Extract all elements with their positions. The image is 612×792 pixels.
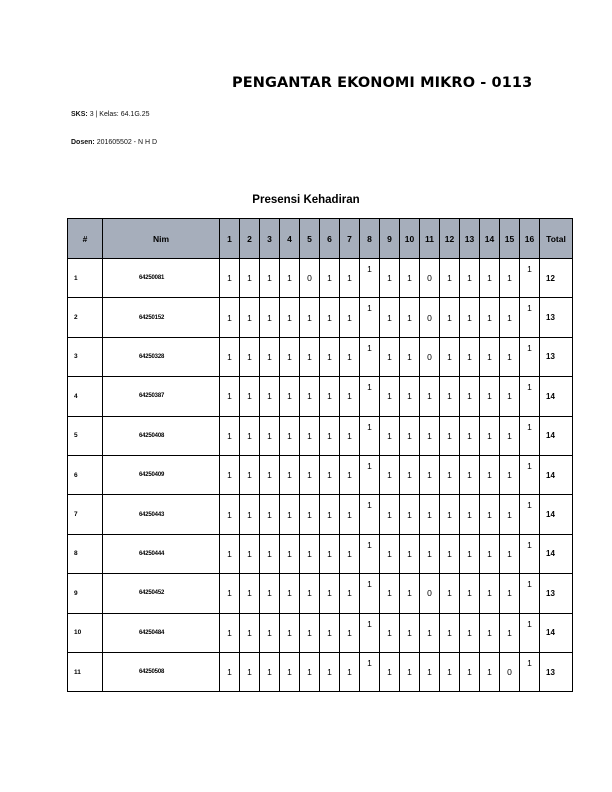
column-header: Total: [540, 219, 573, 259]
attendance-cell: 1: [440, 574, 460, 613]
student-nim: 64250444: [103, 534, 220, 573]
attendance-cell: 1: [360, 337, 380, 376]
attendance-cell: 1: [380, 534, 400, 573]
column-header: 16: [520, 219, 540, 259]
attendance-cell: 1: [280, 613, 300, 652]
attendance-cell: 1: [460, 495, 480, 534]
attendance-cell: 1: [520, 652, 540, 691]
attendance-cell: 1: [260, 613, 280, 652]
attendance-cell: 1: [440, 455, 460, 494]
attendance-cell: 1: [320, 455, 340, 494]
attendance-cell: 1: [460, 534, 480, 573]
attendance-cell: 1: [520, 574, 540, 613]
attendance-cell: 1: [380, 298, 400, 337]
attendance-cell: 1: [440, 337, 460, 376]
column-header: Nim: [103, 219, 220, 259]
lecturer-value: 201605502 - N H D: [96, 139, 158, 146]
attendance-cell: 1: [460, 455, 480, 494]
attendance-cell: 1: [520, 455, 540, 494]
attendance-cell: 1: [300, 574, 320, 613]
table-row: [68, 416, 573, 455]
attendance-cell: 1: [340, 259, 360, 298]
attendance-cell: 1: [360, 574, 380, 613]
attendance-cell: 1: [400, 416, 420, 455]
attendance-cell: 1: [500, 455, 520, 494]
attendance-cell: 1: [360, 298, 380, 337]
attendance-total: 14: [540, 455, 573, 494]
attendance-cell: 1: [500, 613, 520, 652]
attendance-cell: 1: [380, 377, 400, 416]
table-row: [68, 377, 573, 416]
attendance-cell: 1: [480, 337, 500, 376]
attendance-cell: 1: [400, 652, 420, 691]
attendance-cell: 1: [480, 652, 500, 691]
column-header: 1: [220, 219, 240, 259]
attendance-cell: 1: [340, 495, 360, 534]
attendance-cell: 1: [520, 259, 540, 298]
attendance-cell: 1: [300, 495, 320, 534]
attendance-cell: 1: [260, 652, 280, 691]
sks-label: SKS:: [71, 111, 88, 118]
attendance-cell: 1: [380, 495, 400, 534]
attendance-cell: 0: [300, 259, 320, 298]
attendance-cell: 1: [320, 495, 340, 534]
student-nim: 64250484: [103, 613, 220, 652]
attendance-cell: 1: [360, 534, 380, 573]
attendance-cell: 1: [340, 377, 360, 416]
attendance-cell: 1: [380, 416, 400, 455]
course-title: PENGANTAR EKONOMI MIKRO - 0113: [232, 75, 533, 91]
attendance-cell: 1: [500, 337, 520, 376]
attendance-cell: 1: [220, 652, 240, 691]
table-row: [68, 259, 573, 298]
attendance-cell: 1: [280, 416, 300, 455]
attendance-cell: 1: [340, 455, 360, 494]
attendance-cell: 1: [500, 495, 520, 534]
row-number: 11: [68, 652, 103, 691]
row-number: 5: [68, 416, 103, 455]
attendance-cell: 1: [400, 534, 420, 573]
attendance-cell: 1: [280, 337, 300, 376]
attendance-cell: 1: [460, 259, 480, 298]
row-number: 3: [68, 337, 103, 376]
attendance-cell: 1: [320, 337, 340, 376]
attendance-cell: 1: [480, 377, 500, 416]
attendance-cell: 1: [360, 455, 380, 494]
attendance-cell: 1: [500, 534, 520, 573]
attendance-cell: 1: [320, 298, 340, 337]
row-number: 1: [68, 259, 103, 298]
attendance-cell: 1: [480, 495, 500, 534]
header-row: [68, 219, 573, 259]
table-row: [68, 574, 573, 613]
attendance-cell: 1: [400, 574, 420, 613]
attendance-cell: 1: [340, 534, 360, 573]
attendance-cell: 1: [260, 455, 280, 494]
attendance-cell: 1: [360, 377, 380, 416]
attendance-cell: 1: [280, 455, 300, 494]
attendance-cell: 1: [520, 298, 540, 337]
attendance-total: 14: [540, 534, 573, 573]
attendance-cell: 1: [340, 298, 360, 337]
attendance-cell: 1: [440, 377, 460, 416]
attendance-cell: 1: [460, 652, 480, 691]
attendance-cell: 1: [220, 495, 240, 534]
attendance-cell: 1: [460, 377, 480, 416]
attendance-cell: 1: [480, 534, 500, 573]
attendance-cell: 1: [280, 495, 300, 534]
row-number: 9: [68, 574, 103, 613]
lecturer-info: [71, 139, 157, 146]
attendance-table: [67, 218, 573, 692]
attendance-cell: 1: [520, 495, 540, 534]
attendance-cell: 1: [440, 298, 460, 337]
attendance-cell: 1: [220, 613, 240, 652]
attendance-cell: 1: [380, 337, 400, 376]
table-row: [68, 534, 573, 573]
attendance-cell: 1: [500, 259, 520, 298]
attendance-cell: 1: [220, 298, 240, 337]
row-number: 6: [68, 455, 103, 494]
attendance-total: 13: [540, 574, 573, 613]
attendance-cell: 1: [320, 613, 340, 652]
attendance-cell: 1: [340, 416, 360, 455]
attendance-cell: 1: [480, 259, 500, 298]
sks-class-value: 3 | Kelas: 64.1G.25: [89, 111, 150, 118]
attendance-cell: 1: [420, 455, 440, 494]
column-header: 5: [300, 219, 320, 259]
attendance-cell: 1: [300, 613, 320, 652]
table-header: [68, 219, 573, 259]
attendance-cell: 1: [240, 652, 260, 691]
attendance-cell: 1: [520, 613, 540, 652]
attendance-cell: 1: [260, 416, 280, 455]
attendance-cell: 1: [280, 298, 300, 337]
attendance-total: 13: [540, 337, 573, 376]
attendance-cell: 1: [440, 613, 460, 652]
attendance-cell: 0: [420, 574, 440, 613]
attendance-cell: 1: [240, 495, 260, 534]
attendance-cell: 1: [240, 613, 260, 652]
table-row: [68, 613, 573, 652]
attendance-cell: 1: [260, 495, 280, 534]
attendance-cell: 1: [220, 337, 240, 376]
attendance-cell: 1: [280, 652, 300, 691]
attendance-cell: 1: [520, 534, 540, 573]
column-header: 6: [320, 219, 340, 259]
attendance-total: 12: [540, 259, 573, 298]
attendance-cell: 1: [300, 416, 320, 455]
attendance-total: 14: [540, 495, 573, 534]
attendance-cell: 1: [280, 574, 300, 613]
attendance-cell: 1: [480, 455, 500, 494]
column-header: 3: [260, 219, 280, 259]
attendance-cell: 1: [420, 652, 440, 691]
attendance-cell: 1: [320, 652, 340, 691]
attendance-cell: 1: [380, 455, 400, 494]
attendance-cell: 1: [220, 574, 240, 613]
attendance-cell: 1: [360, 416, 380, 455]
student-nim: 64250508: [103, 652, 220, 691]
attendance-cell: 1: [500, 574, 520, 613]
attendance-total: 13: [540, 652, 573, 691]
table-row: [68, 337, 573, 376]
student-nim: 64250152: [103, 298, 220, 337]
attendance-cell: 1: [240, 259, 260, 298]
attendance-cell: 1: [360, 652, 380, 691]
attendance-cell: 1: [300, 534, 320, 573]
student-nim: 64250409: [103, 455, 220, 494]
attendance-cell: 1: [220, 416, 240, 455]
attendance-cell: 1: [320, 259, 340, 298]
attendance-cell: 1: [220, 377, 240, 416]
attendance-cell: 0: [420, 259, 440, 298]
attendance-cell: 1: [440, 259, 460, 298]
attendance-cell: 1: [240, 298, 260, 337]
attendance-cell: 1: [280, 534, 300, 573]
student-nim: 64250328: [103, 337, 220, 376]
column-header: 14: [480, 219, 500, 259]
column-header: 15: [500, 219, 520, 259]
attendance-cell: 1: [420, 495, 440, 534]
attendance-cell: 1: [220, 259, 240, 298]
attendance-cell: 1: [400, 259, 420, 298]
attendance-cell: 1: [360, 259, 380, 298]
attendance-total: 13: [540, 298, 573, 337]
attendance-cell: 1: [400, 613, 420, 652]
attendance-cell: 1: [300, 652, 320, 691]
attendance-cell: 1: [380, 613, 400, 652]
attendance-cell: 1: [220, 455, 240, 494]
student-nim: 64250081: [103, 259, 220, 298]
row-number: 8: [68, 534, 103, 573]
attendance-cell: 1: [420, 377, 440, 416]
attendance-cell: 1: [400, 455, 420, 494]
attendance-cell: 1: [240, 416, 260, 455]
row-number: 4: [68, 377, 103, 416]
attendance-cell: 1: [240, 455, 260, 494]
attendance-cell: 1: [460, 416, 480, 455]
attendance-cell: 1: [400, 298, 420, 337]
attendance-cell: 1: [260, 377, 280, 416]
attendance-cell: 1: [260, 534, 280, 573]
table-row: [68, 652, 573, 691]
table-row: [68, 455, 573, 494]
lecturer-label: Dosen:: [71, 139, 95, 146]
attendance-cell: 1: [300, 377, 320, 416]
attendance-cell: 1: [240, 534, 260, 573]
attendance-cell: 1: [260, 337, 280, 376]
attendance-cell: 1: [320, 416, 340, 455]
column-header: 11: [420, 219, 440, 259]
attendance-cell: 1: [320, 574, 340, 613]
attendance-cell: 1: [420, 534, 440, 573]
table-row: [68, 495, 573, 534]
attendance-cell: 1: [480, 298, 500, 337]
table-body: [68, 259, 573, 692]
attendance-cell: 1: [340, 613, 360, 652]
row-number: 2: [68, 298, 103, 337]
student-nim: 64250408: [103, 416, 220, 455]
course-info: [71, 111, 150, 118]
attendance-cell: 1: [460, 298, 480, 337]
attendance-total: 14: [540, 377, 573, 416]
attendance-cell: 0: [500, 652, 520, 691]
attendance-cell: 1: [380, 574, 400, 613]
attendance-cell: 0: [420, 298, 440, 337]
attendance-cell: 1: [400, 495, 420, 534]
student-nim: 64250387: [103, 377, 220, 416]
attendance-total: 14: [540, 613, 573, 652]
attendance-total: 14: [540, 416, 573, 455]
attendance-cell: 1: [360, 613, 380, 652]
attendance-cell: 1: [520, 377, 540, 416]
attendance-cell: 1: [420, 416, 440, 455]
attendance-cell: 1: [280, 377, 300, 416]
attendance-cell: 1: [320, 377, 340, 416]
student-nim: 64250443: [103, 495, 220, 534]
attendance-cell: 1: [460, 337, 480, 376]
column-header: 2: [240, 219, 260, 259]
column-header: 8: [360, 219, 380, 259]
column-header: 7: [340, 219, 360, 259]
attendance-cell: 1: [380, 259, 400, 298]
column-header: 9: [380, 219, 400, 259]
attendance-cell: 1: [480, 416, 500, 455]
attendance-cell: 1: [340, 652, 360, 691]
attendance-cell: 1: [400, 377, 420, 416]
column-header: #: [68, 219, 103, 259]
attendance-cell: 1: [340, 574, 360, 613]
student-nim: 64250452: [103, 574, 220, 613]
attendance-cell: 1: [240, 337, 260, 376]
attendance-cell: 1: [500, 298, 520, 337]
column-header: 4: [280, 219, 300, 259]
column-header: 13: [460, 219, 480, 259]
attendance-cell: 1: [280, 259, 300, 298]
attendance-cell: 1: [500, 377, 520, 416]
attendance-heading: Presensi Kehadiran: [252, 194, 360, 206]
attendance-cell: 1: [460, 613, 480, 652]
attendance-cell: 1: [260, 574, 280, 613]
attendance-cell: 1: [360, 495, 380, 534]
attendance-cell: 1: [320, 534, 340, 573]
table-row: [68, 298, 573, 337]
row-number: 10: [68, 613, 103, 652]
attendance-cell: 1: [420, 613, 440, 652]
attendance-cell: 1: [300, 337, 320, 376]
attendance-cell: 1: [380, 652, 400, 691]
attendance-cell: 1: [220, 534, 240, 573]
attendance-cell: 1: [520, 416, 540, 455]
attendance-cell: 1: [440, 534, 460, 573]
attendance-cell: 1: [300, 298, 320, 337]
column-header: 10: [400, 219, 420, 259]
attendance-cell: 1: [240, 377, 260, 416]
attendance-cell: 0: [420, 337, 440, 376]
attendance-cell: 1: [260, 298, 280, 337]
attendance-cell: 1: [440, 652, 460, 691]
attendance-cell: 1: [480, 574, 500, 613]
attendance-cell: 1: [500, 416, 520, 455]
attendance-cell: 1: [400, 337, 420, 376]
row-number: 7: [68, 495, 103, 534]
attendance-cell: 1: [240, 574, 260, 613]
attendance-cell: 1: [340, 337, 360, 376]
attendance-cell: 1: [440, 416, 460, 455]
column-header: 12: [440, 219, 460, 259]
attendance-cell: 1: [460, 574, 480, 613]
attendance-cell: 1: [260, 259, 280, 298]
attendance-cell: 1: [480, 613, 500, 652]
attendance-cell: 1: [440, 495, 460, 534]
attendance-cell: 1: [520, 337, 540, 376]
attendance-cell: 1: [300, 455, 320, 494]
